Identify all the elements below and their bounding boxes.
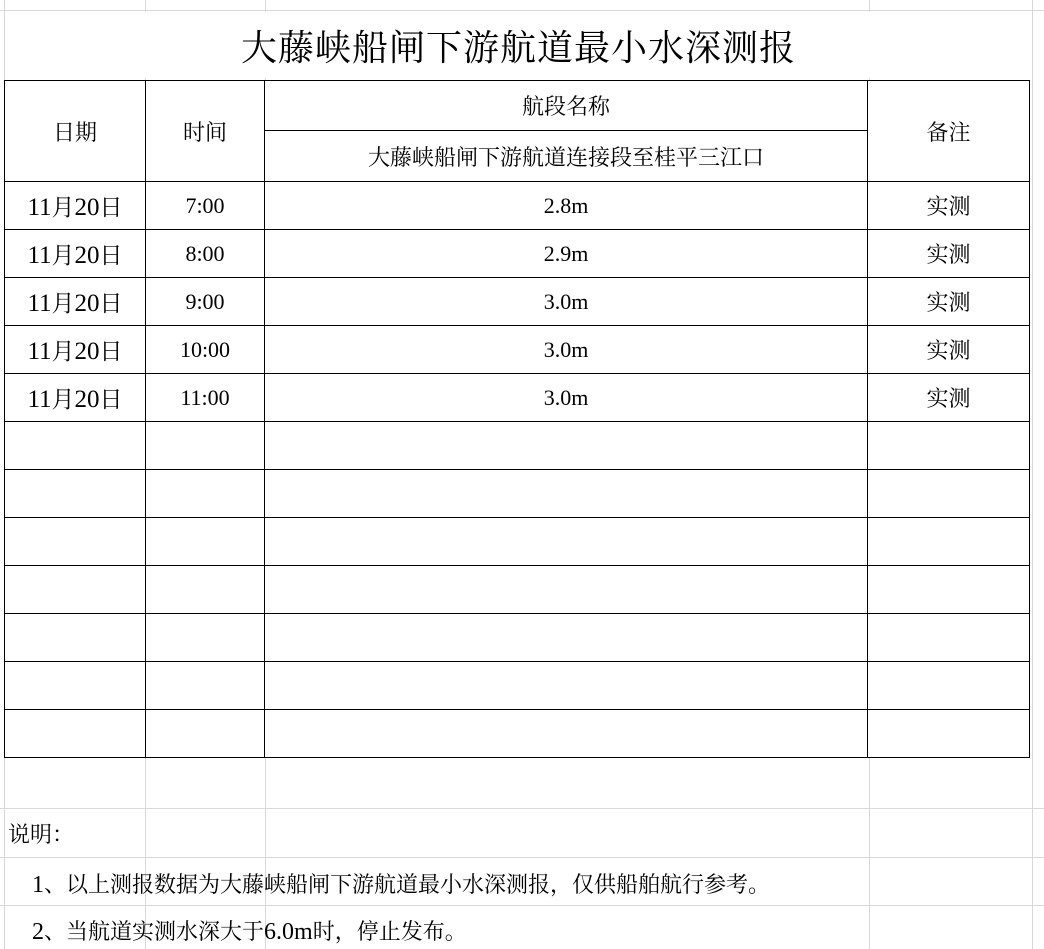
table-row <box>5 326 1030 374</box>
cell-date: 11月20日 <box>5 182 146 230</box>
header-date: 日期 <box>5 81 146 182</box>
note-item-2: 2、当航道实测水深大于6.0m时，停止发布。 <box>32 919 467 945</box>
empty-row <box>5 614 1030 662</box>
header-section-value: 大藤峡船闸下游航道连接段至桂平三江口 <box>265 131 868 182</box>
header-section-name: 航段名称 <box>265 81 868 131</box>
empty-row <box>5 710 1030 758</box>
table-row <box>5 230 1030 278</box>
report-title: 大藤峡船闸下游航道最小水深测报 <box>5 12 1032 78</box>
cell-time: 9:00 <box>146 278 265 326</box>
table-row <box>5 278 1030 326</box>
cell-time: 7:00 <box>146 182 265 230</box>
cell-depth: 3.0m <box>265 374 868 422</box>
empty-row <box>5 470 1030 518</box>
cell-depth: 2.9m <box>265 230 868 278</box>
depth-report-table <box>4 80 1030 758</box>
cell-remark: 实测 <box>868 230 1030 278</box>
cell-date: 11月20日 <box>5 278 146 326</box>
empty-row <box>5 422 1030 470</box>
gridline <box>0 10 1044 11</box>
header-time: 时间 <box>146 81 265 182</box>
empty-row <box>5 518 1030 566</box>
cell-depth: 2.8m <box>265 182 868 230</box>
gridline <box>0 905 1044 906</box>
cell-time: 10:00 <box>146 326 265 374</box>
cell-remark: 实测 <box>868 182 1030 230</box>
cell-depth: 3.0m <box>265 326 868 374</box>
cell-remark: 实测 <box>868 278 1030 326</box>
note-item-1: 1、以上测报数据为大藤峡船闸下游航道最小水深测报，仅供船舶航行参考。 <box>32 872 771 898</box>
table-row <box>5 374 1030 422</box>
cell-remark: 实测 <box>868 374 1030 422</box>
cell-date: 11月20日 <box>5 326 146 374</box>
cell-time: 8:00 <box>146 230 265 278</box>
empty-row <box>5 566 1030 614</box>
gridline <box>0 808 1044 809</box>
cell-date: 11月20日 <box>5 374 146 422</box>
header-remark: 备注 <box>868 81 1030 182</box>
cell-date: 11月20日 <box>5 230 146 278</box>
cell-time: 11:00 <box>146 374 265 422</box>
cell-remark: 实测 <box>868 326 1030 374</box>
table-row <box>5 182 1030 230</box>
cell-depth: 3.0m <box>265 278 868 326</box>
notes-title: 说明： <box>8 818 74 849</box>
gridline <box>0 857 1044 858</box>
empty-row <box>5 662 1030 710</box>
